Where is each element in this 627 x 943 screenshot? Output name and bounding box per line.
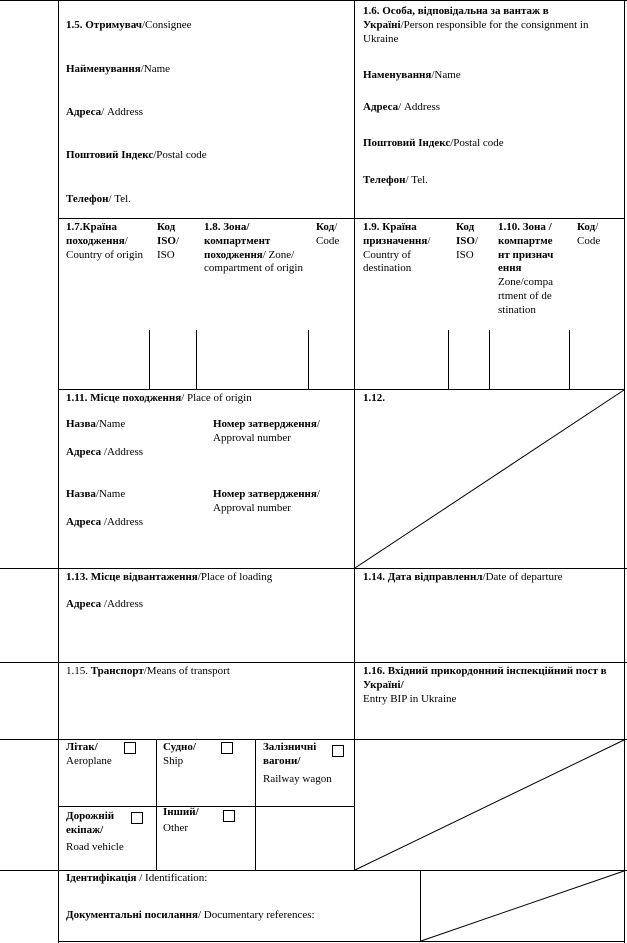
documentary-references-label: Документальні посилання/ Documentary references: <box>66 909 315 921</box>
place-of-loading-heading: 1.13. Місце відвантаження/Place of loading <box>66 571 273 583</box>
ship-option: Судно/ <box>163 741 196 753</box>
road-vehicle-option: Дорожній екіпаж/ <box>66 810 115 836</box>
departure-date-heading: 1.14. Дата відправленнл/Date of departure <box>363 571 563 583</box>
zone-of-origin-label: 1.8. Зона/ компартмент походження/ Zone/ compartment of origin <box>204 221 303 275</box>
country-of-destination-label: 1.9. Країна призначення/ Country of destination <box>363 221 431 275</box>
road-vehicle-label: Road vehicle <box>66 841 124 853</box>
origin-name-label: Назва/Name <box>66 418 126 430</box>
origin-address2-label: Адреса /Address <box>66 516 144 528</box>
origin-approval-label: Номер затвердження/ Approval number <box>213 418 320 444</box>
responsible-tel-label: Телефон/ Tel. <box>363 174 428 186</box>
destination-iso-code-label: Код ISO/ ISO <box>456 221 479 261</box>
box-112-heading: 1.12. <box>363 392 385 404</box>
place-of-origin-heading: 1.11. Місце походження/ Place of origin <box>66 392 252 404</box>
identification-label: Ідентифікація / Identification: <box>66 872 208 884</box>
origin-zone-code-label: Код/ Code <box>316 221 340 247</box>
origin-approval2-label: Номер затвердження/ Approval number <box>213 488 320 514</box>
origin-address-label: Адреса /Address <box>66 446 144 458</box>
other-label: Other <box>163 822 189 834</box>
road-vehicle-checkbox[interactable] <box>131 812 143 824</box>
responsible-address-label: Адреса/ Address <box>363 101 441 113</box>
transport-heading: 1.15. Транспорт/Means of transport <box>66 665 230 677</box>
loading-address-label: Адреса /Address <box>66 598 144 610</box>
responsible-heading: 1.6. Особа, відповідальна за вантаж в Україні/Person responsible for the consignment in Ukraine <box>363 5 589 45</box>
railway-label: Railway wagon <box>263 773 332 785</box>
aeroplane-checkbox[interactable] <box>124 742 136 754</box>
responsible-postal-label: Поштовий Індекс/Postal code <box>363 137 504 149</box>
origin-name2-label: Назва/Name <box>66 488 126 500</box>
consignee-heading: 1.5. Отримувач/Consignee <box>66 19 192 31</box>
consignee-postal-label: Поштовий Індекс/Postal code <box>66 149 207 161</box>
aeroplane-option: Літак/ <box>66 741 98 753</box>
other-option: Інший/ <box>163 806 199 818</box>
country-of-origin-label: 1.7.Країна походження/ Country of origin <box>66 221 143 261</box>
zone-of-destination-label: 1.10. Зона /компартмент призначення Zone/compartment of destination <box>498 221 554 316</box>
destination-zone-code-label: Код/ Code <box>577 221 601 247</box>
responsible-name-label: Наменування/Name <box>363 69 461 81</box>
ship-label: Ship <box>163 755 184 767</box>
entry-bip-heading: 1.16. Вхідний прикордонний інспекційний пост в Україні/ Entry BIP in Ukraine <box>363 665 607 705</box>
railway-option: Залізничні вагони/ <box>263 741 317 767</box>
origin-iso-code-label: Код ISO/ ISO <box>157 221 180 261</box>
aeroplane-label: Aeroplane <box>66 755 112 767</box>
consignee-tel-label: Телефон/ Tel. <box>66 193 131 205</box>
consignee-address-label: Адреса/ Address <box>66 106 144 118</box>
other-checkbox[interactable] <box>223 810 235 822</box>
ship-checkbox[interactable] <box>221 742 233 754</box>
railway-checkbox[interactable] <box>332 745 344 757</box>
consignee-name-label: Найменування/Name <box>66 63 171 75</box>
